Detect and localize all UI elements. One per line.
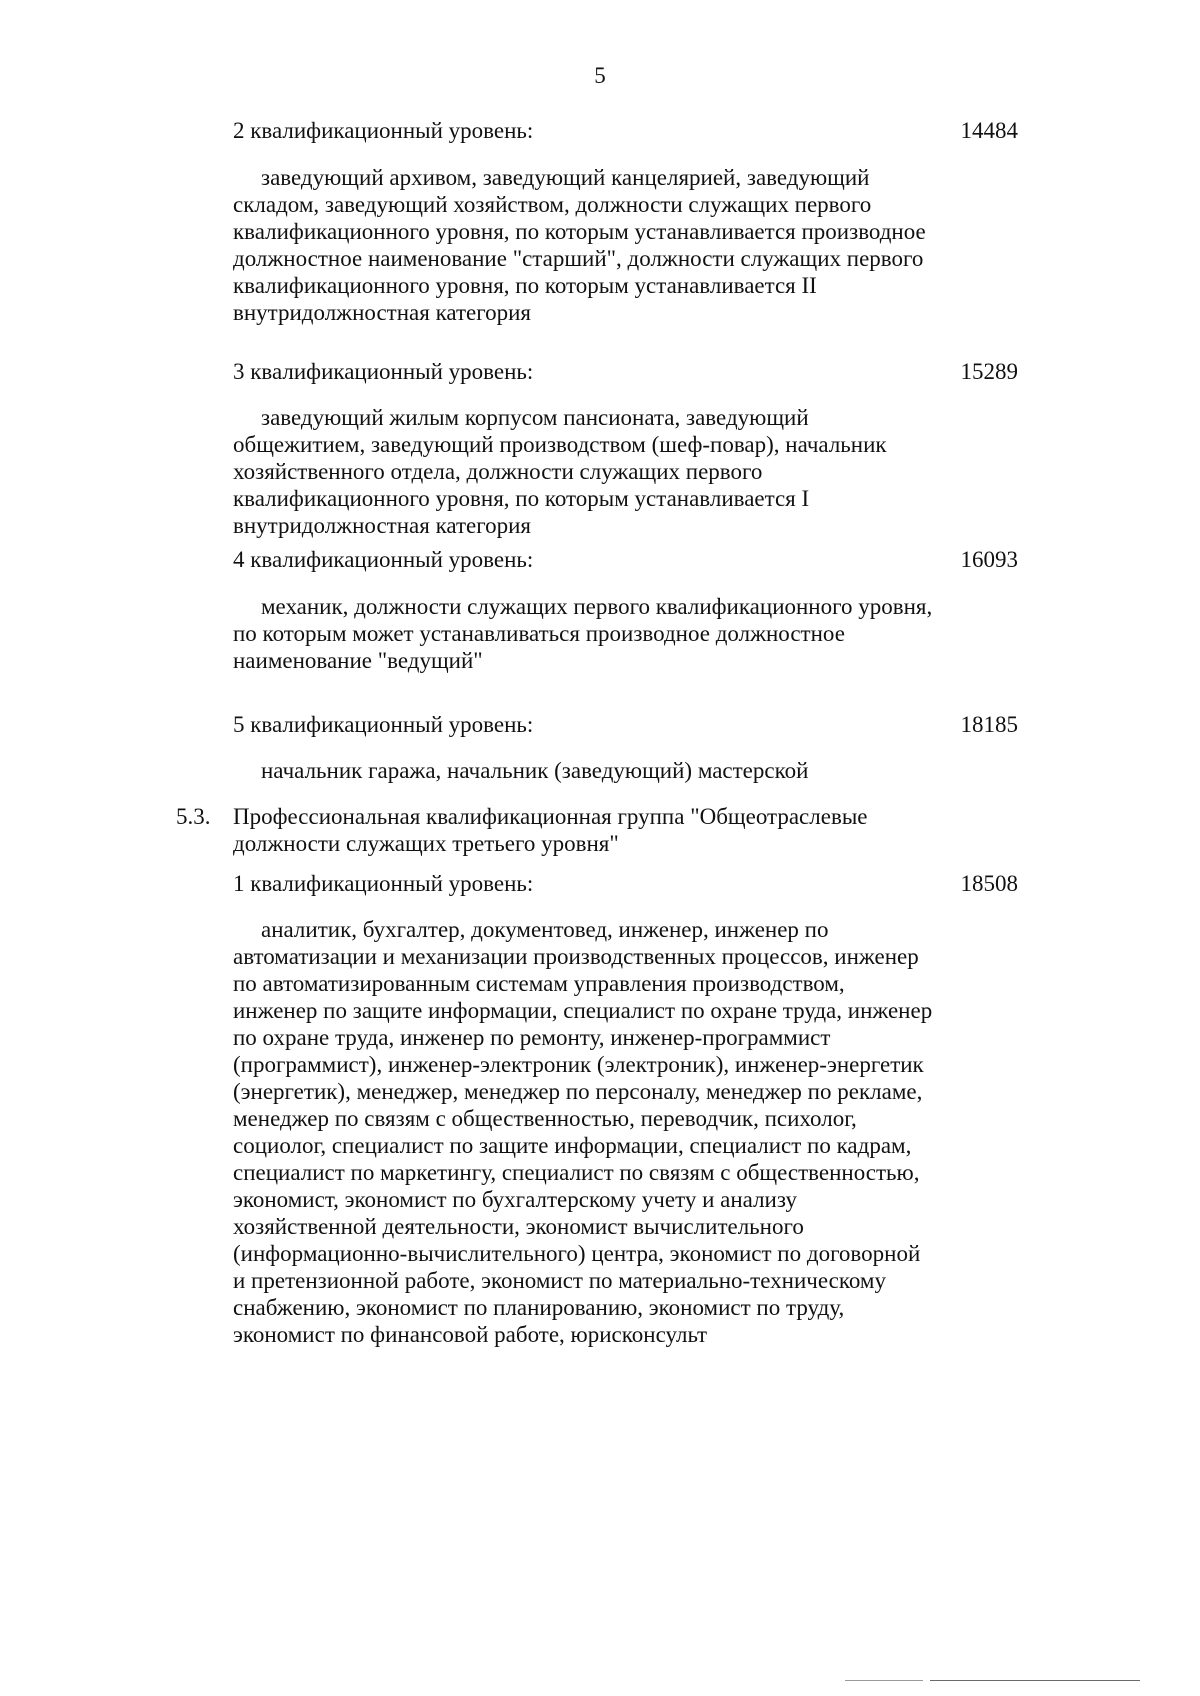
qualification-level-row [233, 546, 1018, 574]
group-number: 5.3. [176, 804, 211, 829]
positions-list: аналитик, бухгалтер, документовед, инженер, инженер по автоматизации и механизации производственных процессов, инженер по автоматизированным системам управления производством, инженер по защите информации, специалист по охране труда, инженер по охране труда, инженер по ремонту, инженер-программист (программист), инженер-электроник (электроник), инженер-энергетик (энергетик), менеджер, менеджер по персоналу, менеджер по рекламе, менеджер по связям с общественностью, переводчик, психолог, социолог, специалист по защите информации, специалист по кадрам, специалист по маркетингу, специалист по связям с общественностью, экономист, экономист по бухгалтерскому учету и анализу хозяйственной деятельности, экономист вычислительного (информационно-вычислительного) центра, экономист по договорной и претензионной работе, экономист по материально-техническому снабжению, экономист по планированию, экономист по труду, экономист по финансовой работе, юрисконсульт [233, 917, 933, 1347]
qualification-level-row [233, 711, 1018, 739]
positions-list: заведующий жилым корпусом пансионата, заведующий общежитием, заведующий производством (шеф-повар), начальник хозяйственного отдела, должности служащих первого квалификационного уровня, по которым устанавливается I внутридолжностная категория [233, 405, 887, 538]
qualification-level-label: 2 квалификационный уровень: [233, 118, 534, 143]
positions-list: заведующий архивом, заведующий канцелярией, заведующий складом, заведующий хозяйством, должности служащих первого квалификационного уровня, по которым устанавливается производное должностное наименование "старший", должности служащих первого квалификационного уровня, по которым устанавливается II внутридолжностная категория [233, 165, 926, 325]
qualification-level-label: 5 квалификационный уровень: [233, 712, 534, 737]
salary-value: 18185 [960, 712, 1018, 737]
positions-list: начальник гаража, начальник (заведующий) мастерской [261, 758, 809, 783]
group-title: Профессиональная квалификационная группа "Общеотраслевые должности служащих третьего уровня" [233, 804, 868, 856]
page-number: 5 [594, 63, 606, 88]
salary-value: 16093 [960, 547, 1018, 572]
qualification-level-row [233, 870, 1018, 898]
qualification-level-row [233, 117, 1018, 145]
qualification-level-label: 3 квалификационный уровень: [233, 359, 534, 384]
qualification-level-label: 4 квалификационный уровень: [233, 547, 534, 572]
positions-list: механик, должности служащих первого квалификационного уровня, по которым может устанавливаться производное должностное наименование "ведущий" [233, 594, 933, 673]
scan-artifact-line [845, 1680, 923, 1681]
salary-value: 14484 [960, 118, 1018, 143]
salary-value: 15289 [960, 359, 1018, 384]
scan-artifact-line [930, 1680, 1140, 1681]
qualification-level-row [233, 358, 1018, 386]
salary-value: 18508 [960, 871, 1018, 896]
qualification-level-label: 1 квалификационный уровень: [233, 871, 534, 896]
